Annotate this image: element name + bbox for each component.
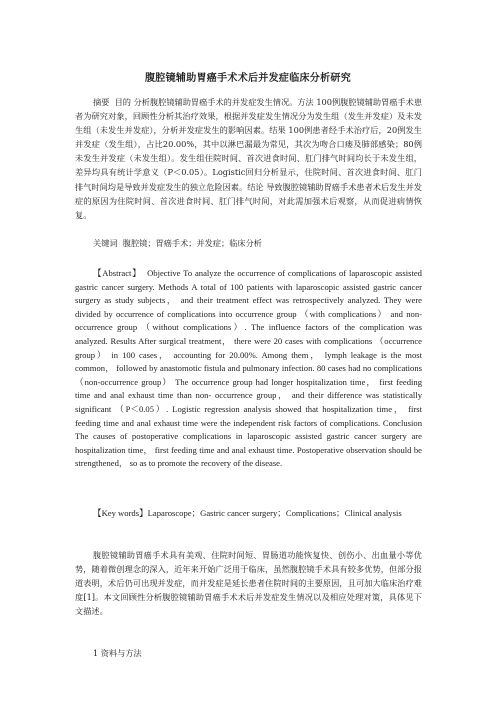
abstract-en-label: 【Abstract】 [93,268,142,278]
abstract-cn-label: 摘要 [93,97,110,107]
abstract-cn [75,95,422,222]
abstract-en-text: Objective To analyze the occurrence of complications of laparoscopic assisted gastric cancer surgery. Methods A total of 100 patients with laparoscopic assisted gastric cancer surgery as study subjects， and their treatment effect was retrospectively analyzed. They were divided by occurrence of complications into occurrence group （with complications） and non-occurrence group （without complications）. The influence factors of the complication was analyzed. Results After surgical treatment， there were 20 cases with complications （occurrence group） in 100 cases， accounting for 20.00%. Among them， lymph leakage is the most common， followed by anastomotic fistula and pulmonary infection. 80 cases had no complications （non-occurrence group） The occurrence group had longer hospitalization time， first feeding time and anal exhaust time than non- occurrence group， and their difference was statistically significant （P＜0.05）. Logistic regression analysis showed that hospitalization time， first feeding time and anal exhaust time were the independent risk factors of complications. Conclusion The causes of postoperative complications in laparoscopic assisted gastric cancer surgery are hospitalization time， first feeding time and anal exhaust time. Postoperative observation should be strengthened， so as to promote the recovery of the disease. [75,268,422,469]
keywords-en-text: Laparoscope；Gastric cancer surgery；Complications；Clinical analysis [147,508,402,518]
keywords-cn-label: 关键词 [93,238,118,248]
keywords-en [75,507,422,521]
paper-title: 腹腔镜辅助胃癌手术术后并发症临床分析研究 [145,73,351,84]
keywords-en-label: 【Key words】 [93,508,148,518]
introduction-paragraph: 腹腔镜辅助胃癌手术具有美观、住院时间短、胃肠道功能恢复快、创伤小、出血量小等优势，随着微创理念的深入，近年来开始广泛用于临床，虽然腹腔镜手术具有较多优势，但部分报道表明，术后仍可出现并发症，而并发症是延长患者住院时间的主要原因，且可加大临床治疗难度[1]。本文回顾性分析腹腔镜辅助胃癌手术术后并发症发生情况以及相应处理对策，具体见下文描述。 [75,550,422,617]
abstract-en [75,267,422,471]
keywords-cn-text: 腹腔镜；胃癌手术；并发症；临床分析 [122,238,262,248]
section-heading: 1 资料与方法 [93,648,142,658]
keywords-cn [75,236,422,250]
abstract-cn-text: 目的 分析腹腔镜辅助胃癌手术的并发症发生情况。方法 100例腹腔镜辅助胃癌手术患者为研究对象，回顾性分析其治疗效果，根据并发症发生情况分为发生组（发生并发症）及未发生组（未发生并发症），分析并发症发生的影响因素。结果 100例患者经手术治疗后，20例发生并发症（发生组），占比20.00%，其中以淋巴漏最为常见，其次为吻合口瘘及肺部感染；80例未发生并发症（未发生组）。发生组住院时间、首次进食时间、肛门排气时间均长于未发生组，差异均具有统计学意义（P＜0.05）。Logistic回归分析显示，住院时间、首次进食时间、肛门排气时间均是导致并发症发生的独立危险因素。结论 导致腹腔镜辅助胃癌手术患者术后发生并发症的原因为住院时间、首次进食时间、肛门排气时间，对此需加强术后观察，从而促进病情恢复。 [75,97,423,220]
